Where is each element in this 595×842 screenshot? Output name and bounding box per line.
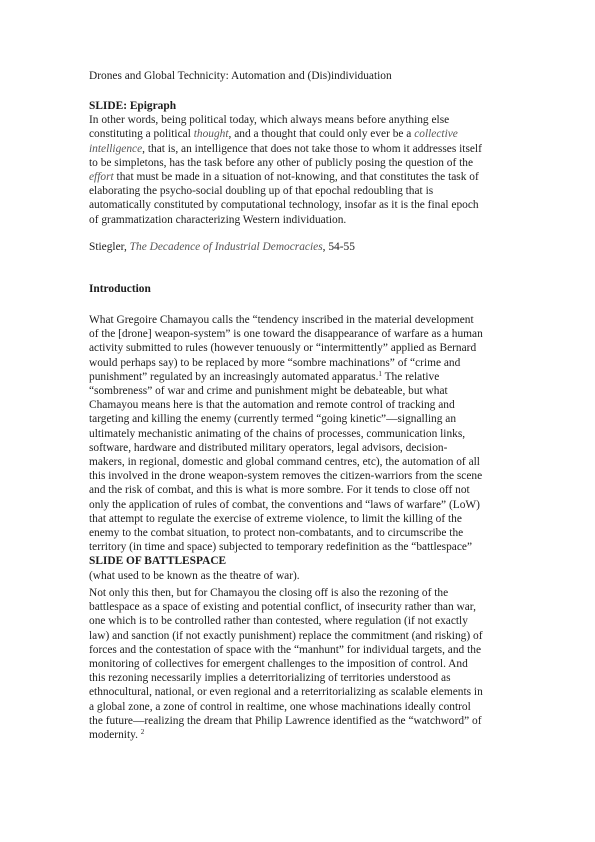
paragraph-line: would perhaps say) to be replaced by more “sombre machinations” of “crime and — [89, 356, 461, 369]
epigraph-line: intelligence, that is, an intelligence that does not take those to whom it addresses itself — [89, 142, 482, 155]
paragraph-line: only the application of rules of combat, the conventions and “laws of warfare” (LoW) — [89, 498, 480, 511]
footnote-ref-2[interactable]: 2 — [140, 728, 145, 737]
paragraph-line: battlespace as a space of existing and potential conflict, of insecurity rather than war, — [89, 601, 476, 614]
paragraph-line: this rezoning necessarily implies a deterritorializing of territories understood as — [89, 672, 451, 685]
italic-term: intelligence — [89, 142, 143, 155]
citation-work-title: The Decadence of Industrial Democracies — [129, 241, 323, 253]
introduction-paragraph-2 — [89, 586, 509, 742]
paragraph-line: a global zone, a zone of control in realtime, one whose machinations ideally control — [89, 700, 471, 713]
epigraph-line: In other words, being political today, which always means before anything else — [89, 114, 450, 127]
paragraph-line: territory (in time and space) subjected to temporary redefinition as the “battlespace” — [89, 541, 473, 554]
paragraph-line: and the risk of combat, and this is what is more sombre. For it tends to close off not — [89, 484, 470, 497]
epigraph-line: automatically constituted by computational technology, insofar as it is the final epoch — [89, 199, 479, 212]
paragraph-line: law) and sanction (if not exactly punishment) replace the commitment (and risking) of — [89, 629, 483, 642]
introduction-heading: Introduction — [89, 283, 151, 295]
document-title: Drones and Global Technicity: Automation and (Dis)individuation — [89, 70, 392, 82]
paragraph-line: that attempt to regulate the exercise of extreme violence, to limit the killing of the — [89, 512, 462, 525]
paragraph-line: Not only this then, but for Chamayou the closing off is also the rezoning of the — [89, 587, 449, 599]
paragraph-line: activity submitted to rules (however tenuously or “intermittently” applied as Bernard — [89, 342, 477, 355]
paragraph-line: software, hardware and distributed military operators, legal advisors, decision- — [89, 441, 448, 454]
paragraph-line: enemy to the combat situation, to protect non-combatants, and to circumscribe the — [89, 527, 464, 540]
paragraph-line: What Gregoire Chamayou calls the “tendency inscribed in the material development — [89, 314, 474, 326]
epigraph-line: of grammatization characterizing Western individuation. — [89, 213, 347, 226]
paragraph-line: modernity. $^2$ — [89, 728, 145, 742]
paragraph-line: ultimately mechanistic animating of the chains of processes, communication links, — [89, 427, 466, 440]
battlespace-note: (what used to be known as the theatre of war). — [89, 569, 300, 582]
epigraph-heading: SLIDE: Epigraph — [89, 100, 177, 112]
epigraph-quote — [89, 113, 509, 227]
footnote-ref-1[interactable]: 1 — [378, 369, 382, 378]
paragraph-line: ethnocultural, national, or even regional and a reterritorializing as scalable elements in — [89, 686, 483, 699]
epigraph-section — [89, 99, 509, 227]
epigraph-line: to be simpletons, has the task before any other of publicly posing the question of the — [89, 156, 474, 169]
paragraph-line: of the [drone] weapon-system” is one toward the disappearance of warfare as a human — [89, 328, 483, 341]
paragraph-line: the future—realizing the dream that Philip Lawrence identified as the “watchword” of — [89, 714, 482, 727]
epigraph-citation: Stiegler, The Decadence of Industrial Democracies, 54-55 — [89, 241, 355, 253]
paragraph-line: one which is to be controlled rather than contested, where regulation (if not exactly — [89, 615, 468, 628]
paragraph-line: forces and the contestation of space with the “manhunt” for individual targets, and the — [89, 643, 482, 656]
epigraph-line: effort that must be made in a situation of not-knowing, and that constitutes the task of — [89, 171, 479, 184]
paragraph-line: this involved in the drone weapon-system removes the citizen-warriors from the scene — [89, 470, 483, 483]
paragraph-line: monitoring of collectives for emergent challenges to the imposition of control. And — [89, 658, 468, 671]
paragraph-line: makers, in regional, domestic and global command centres, etc), the automation of all — [89, 456, 480, 469]
paragraph-line: targeting and killing the enemy (currently termed “going kinetic”—signalling an — [89, 413, 457, 426]
epigraph-line: elaborating the psycho-social doubling up of that epochal redoubling that is — [89, 185, 434, 198]
introduction-paragraph-1 — [89, 313, 509, 583]
epigraph-line: constituting a political thought, and a thought that could only ever be a collective — [89, 128, 458, 141]
italic-term: thought — [193, 128, 229, 141]
italic-term: collective — [414, 128, 458, 141]
paragraph-line: “sombreness” of war and crime and punishment might be debateable, but what — [89, 385, 448, 398]
paragraph-line: punishment” regulated by an increasingly automated apparatus.$^1$ The relative — [89, 369, 440, 383]
italic-term: effort — [89, 171, 114, 184]
slide-battlespace-label: SLIDE OF BATTLESPACE — [89, 555, 227, 568]
paragraph-line: Chamayou means here is that the automation and remote control of tracking and — [89, 399, 455, 412]
